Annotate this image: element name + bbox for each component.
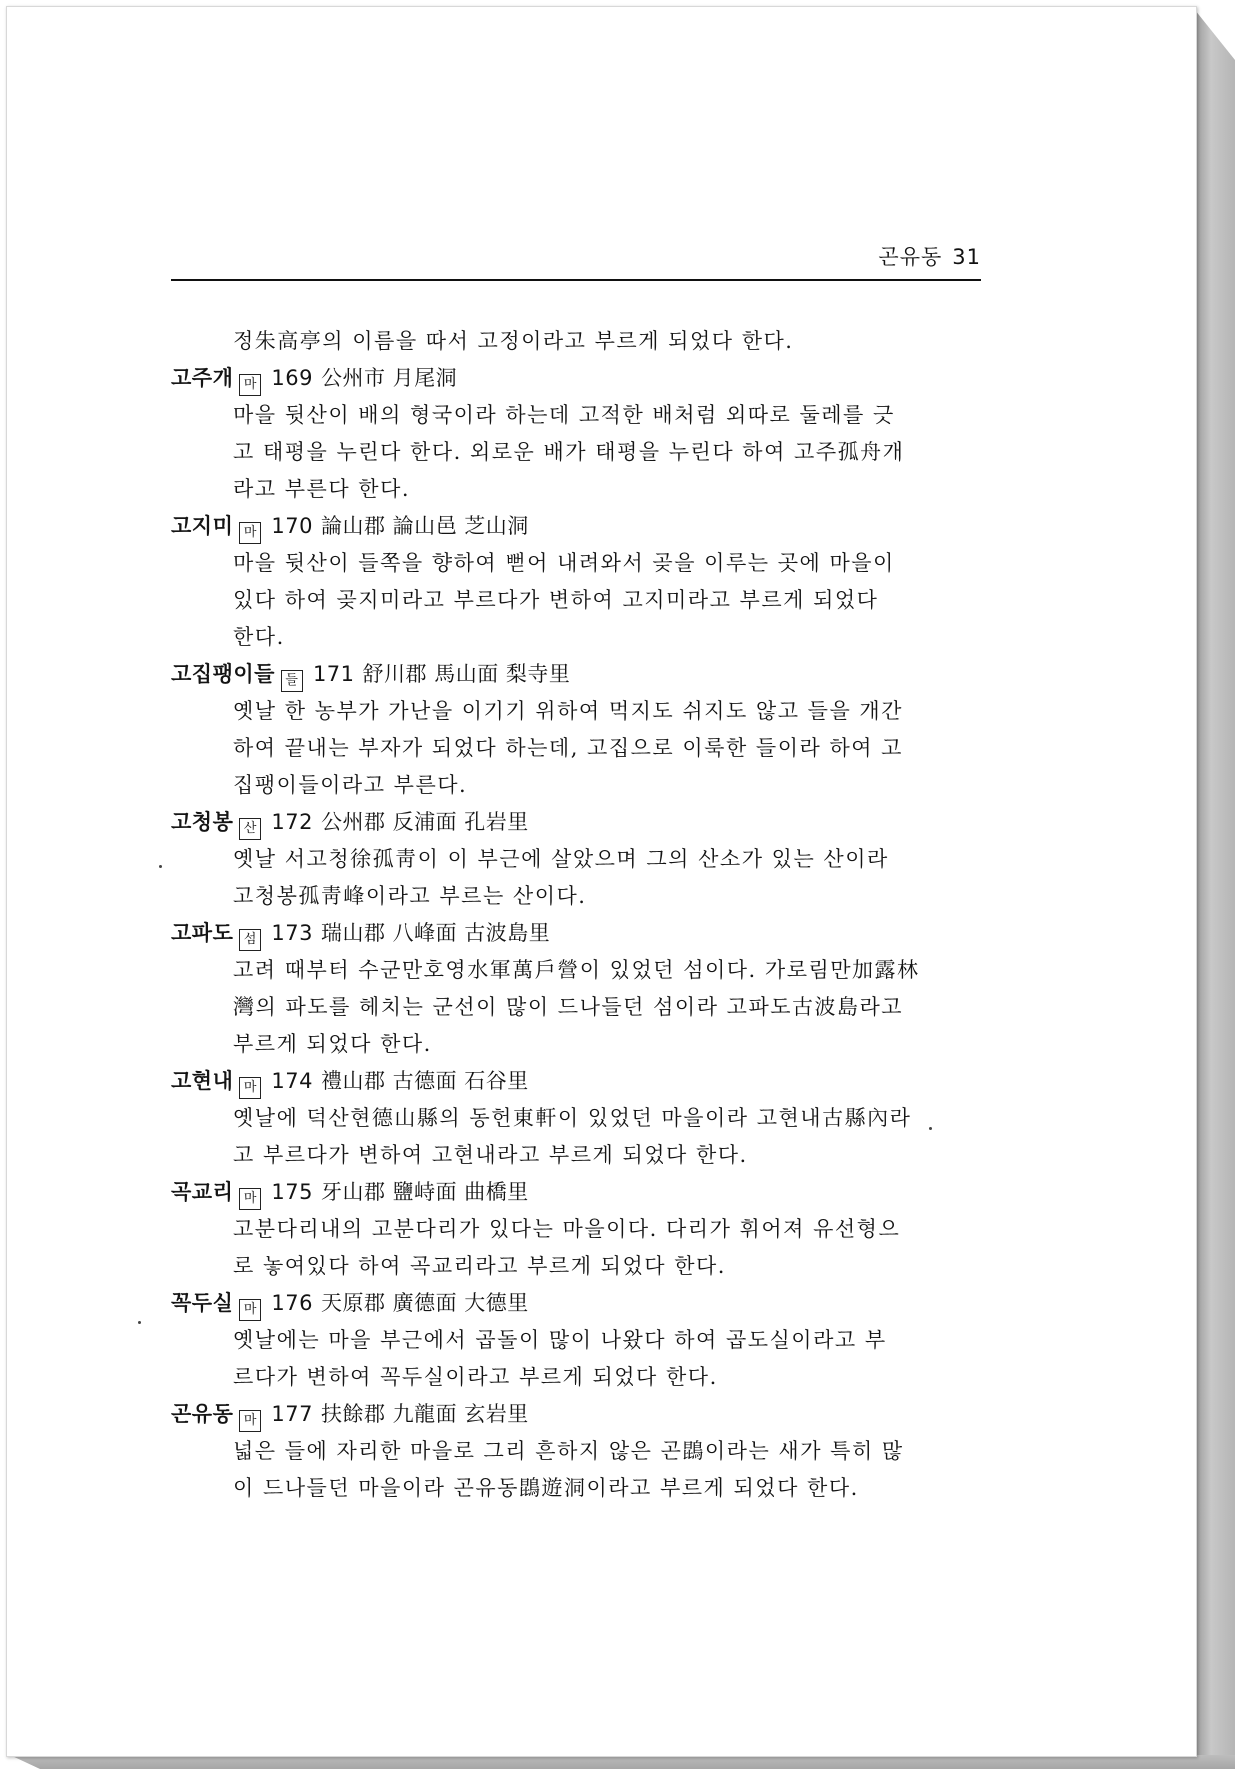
- entry-text-line: 넓은 들에 자리한 마을로 그리 흔하지 않은 곤鵾이라는 새가 특히 많: [233, 1439, 904, 1463]
- entry-heading: [171, 1063, 991, 1100]
- entry-name: 곤유동: [171, 1402, 234, 1426]
- category-marker-icon: 마: [239, 1299, 261, 1321]
- entry-heading: [171, 915, 991, 952]
- speck-mark: [929, 1127, 932, 1130]
- entry-text-line: 고 태평을 누린다 한다. 외로운 배가 태평을 누린다 하여 고주孤舟개: [233, 440, 905, 464]
- entry-number: 173: [271, 921, 313, 945]
- entry-location: 論山郡 論山邑 芝山洞: [320, 514, 529, 538]
- entry-location: 禮山郡 古德面 石谷里: [320, 1069, 529, 1093]
- entry-name: 꼭두실: [171, 1291, 234, 1315]
- entry-number: 177: [271, 1402, 313, 1426]
- entry-location: 公州市 月尾洞: [320, 366, 458, 390]
- entry-text-line: 로 놓여있다 하여 곡교리라고 부르게 되었다 한다.: [233, 1254, 726, 1278]
- entry-number: 176: [271, 1291, 313, 1315]
- entry-heading: [171, 1396, 991, 1433]
- book-page: [6, 6, 1197, 1757]
- entry-text-line: 있다 하여 곶지미라고 부르다가 변하여 고지미라고 부르게 되었다: [233, 588, 879, 612]
- entry-location: 瑞山郡 八峰面 古波島里: [320, 921, 551, 945]
- entry-name: 고집팽이들: [171, 662, 275, 686]
- entry-text-line: 옛날에 덕산현德山縣의 동헌東軒이 있었던 마을이라 고현내古縣內라: [233, 1106, 912, 1130]
- entry-number: 175: [271, 1180, 313, 1204]
- entry-text-line: 옛날 서고청徐孤靑이 이 부근에 살았으며 그의 산소가 있는 산이라: [233, 847, 889, 871]
- category-marker-icon: 마: [239, 1410, 261, 1432]
- category-marker-icon: 마: [239, 374, 261, 396]
- entry-text-line: 옛날 한 농부가 가난을 이기기 위하여 먹지도 쉬지도 않고 들을 개간: [233, 699, 903, 723]
- entry-heading: [171, 1285, 991, 1322]
- entry-text-line: 라고 부른다 한다.: [233, 477, 411, 501]
- entry-name: 고파도: [171, 921, 234, 945]
- page-body: [171, 323, 991, 1507]
- running-header-text: [878, 241, 981, 271]
- book-side-edge: [1195, 10, 1235, 1755]
- category-marker-icon: 들: [281, 670, 303, 692]
- entry-name: 고주개: [171, 366, 234, 390]
- category-marker-icon: 마: [239, 1188, 261, 1210]
- entry-heading: [171, 1174, 991, 1211]
- entry-location: 牙山郡 鹽峙面 曲橋里: [320, 1180, 529, 1204]
- entry-text-line: 이 드나들던 마을이라 곤유동鵾遊洞이라고 부르게 되었다 한다.: [233, 1476, 859, 1500]
- entry-text-line: 집팽이들이라고 부른다.: [233, 773, 468, 797]
- category-marker-icon: 마: [239, 1077, 261, 1099]
- entry-heading: [171, 360, 991, 397]
- entry-heading: [171, 508, 991, 545]
- entry-text-line: 고분다리내의 고분다리가 있다는 마을이다. 다리가 휘어져 유선형으: [233, 1217, 901, 1241]
- entry-text-line: 마을 뒷산이 배의 형국이라 하는데 고적한 배처럼 외따로 둘레를 긋: [233, 403, 895, 427]
- entry-location: 公州郡 反浦面 孔岩里: [320, 810, 529, 834]
- intro-line: 정朱高亭의 이름을 따서 고정이라고 부르게 되었다 한다.: [233, 329, 794, 353]
- book-bottom-edge: [10, 1755, 1235, 1769]
- entry-location: 扶餘郡 九龍面 玄岩里: [320, 1402, 529, 1426]
- entry-location: 舒川郡 馬山面 梨寺里: [362, 662, 571, 686]
- entry-text-line: 고청봉孤靑峰이라고 부르는 산이다.: [233, 884, 587, 908]
- category-marker-icon: 산: [239, 818, 261, 840]
- speck-mark: [138, 1321, 141, 1324]
- entry-text-line: 하여 끝내는 부자가 되었다 하는데, 고집으로 이룩한 들이라 하여 고: [233, 736, 903, 760]
- entry-text-line: 마을 뒷산이 들쪽을 향하여 뻗어 내려와서 곶을 이루는 곳에 마을이: [233, 551, 895, 575]
- category-marker-icon: 마: [239, 522, 261, 544]
- page-number: 31: [952, 245, 981, 269]
- entry-text-line: 고 부르다가 변하여 고현내라고 부르게 되었다 한다.: [233, 1143, 748, 1167]
- entry-number: 172: [271, 810, 313, 834]
- running-header: [171, 239, 981, 281]
- entry-heading: [171, 656, 991, 693]
- entry-text-line: 고려 때부터 수군만호영水軍萬戶營이 있었던 섬이다. 가로림만加露林: [233, 958, 920, 982]
- entry-number: 170: [271, 514, 313, 538]
- running-header-title: 곤유동: [878, 245, 943, 269]
- entry-text-line: 르다가 변하여 꼭두실이라고 부르게 되었다 한다.: [233, 1365, 718, 1389]
- entry-number: 169: [271, 366, 313, 390]
- category-marker-icon: 섬: [239, 929, 261, 951]
- entry-name: 고현내: [171, 1069, 234, 1093]
- entry-name: 고지미: [171, 514, 234, 538]
- entry-heading: [171, 804, 991, 841]
- entry-text-line: 灣의 파도를 헤치는 군선이 많이 드나들던 섬이라 고파도古波島라고: [233, 995, 904, 1019]
- entry-location: 天原郡 廣德面 大德里: [320, 1291, 529, 1315]
- entry-name: 곡교리: [171, 1180, 234, 1204]
- entry-name: 고청봉: [171, 810, 234, 834]
- entry-text-line: 옛날에는 마을 부근에서 곱돌이 많이 나왔다 하여 곱도실이라고 부: [233, 1328, 887, 1352]
- entry-number: 174: [271, 1069, 313, 1093]
- speck-mark: [159, 865, 162, 868]
- entry-text-line: 한다.: [233, 625, 285, 649]
- entry-text-line: 부르게 되었다 한다.: [233, 1032, 432, 1056]
- entry-number: 171: [312, 662, 355, 686]
